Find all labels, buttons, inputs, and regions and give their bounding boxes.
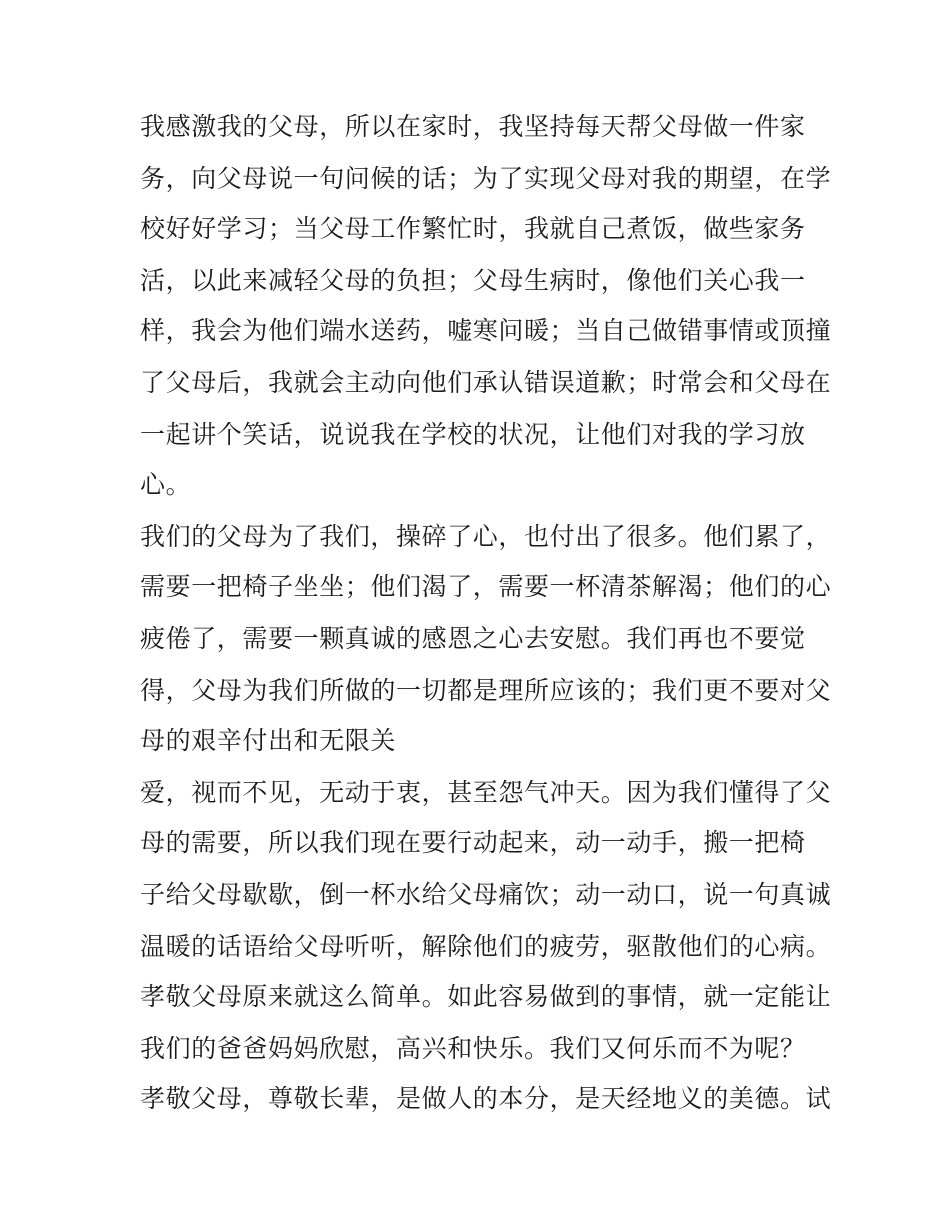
text-line: 需要一把椅子坐坐；他们渴了，需要一杯清茶解渴；他们的心 xyxy=(140,572,832,601)
text-line: 温暖的话语给父母听听，解除他们的疲劳，驱散他们的心病。 xyxy=(140,932,832,961)
text-line: 校好好学习；当父母工作繁忙时，我就自己煮饭，做些家务 xyxy=(140,214,806,243)
text-line: 样，我会为他们端水送药，嘘寒问暖；当自己做错事情或顶撞 xyxy=(140,316,832,345)
text-line: 母的需要，所以我们现在要行动起来，动一动手，搬一把椅 xyxy=(140,828,806,857)
text-line: 得，父母为我们所做的一切都是理所应该的；我们更不要对父 xyxy=(140,676,832,705)
text-line: 务，向父母说一句问候的话；为了实现父母对我的期望，在学 xyxy=(140,164,832,193)
text-line: 子给父母歇歇，倒一杯水给父母痛饮；动一动口，说一句真诚 xyxy=(140,880,832,909)
text-line: 我感激我的父母，所以在家时，我坚持每天帮父母做一件家 xyxy=(140,112,806,141)
text-line: 母的艰辛付出和无限关 xyxy=(140,726,397,755)
text-line: 一起讲个笑话，说说我在学校的状况，让他们对我的学习放 xyxy=(140,420,806,449)
text-line: 活，以此来减轻父母的负担；父母生病时，像他们关心我一 xyxy=(140,266,806,295)
text-line: 孝敬父母，尊敬长辈，是做人的本分，是天经地义的美德。试 xyxy=(140,1084,832,1113)
text-line: 爱，视而不见，无动于衷，甚至怨气冲天。因为我们懂得了父 xyxy=(140,778,832,807)
text-line: 了父母后，我就会主动向他们承认错误道歉；时常会和父母在 xyxy=(140,368,832,397)
text-line: 心。 xyxy=(140,470,192,499)
text-line: 我们的父母为了我们，操碎了心，也付出了很多。他们累了， xyxy=(140,522,832,551)
text-line: 孝敬父母原来就这么简单。如此容易做到的事情，就一定能让 xyxy=(140,982,832,1011)
text-line: 我们的爸爸妈妈欣慰，高兴和快乐。我们又何乐而不为呢？ xyxy=(140,1034,806,1063)
text-line: 疲倦了，需要一颗真诚的感恩之心去安慰。我们再也不要觉 xyxy=(140,624,806,653)
